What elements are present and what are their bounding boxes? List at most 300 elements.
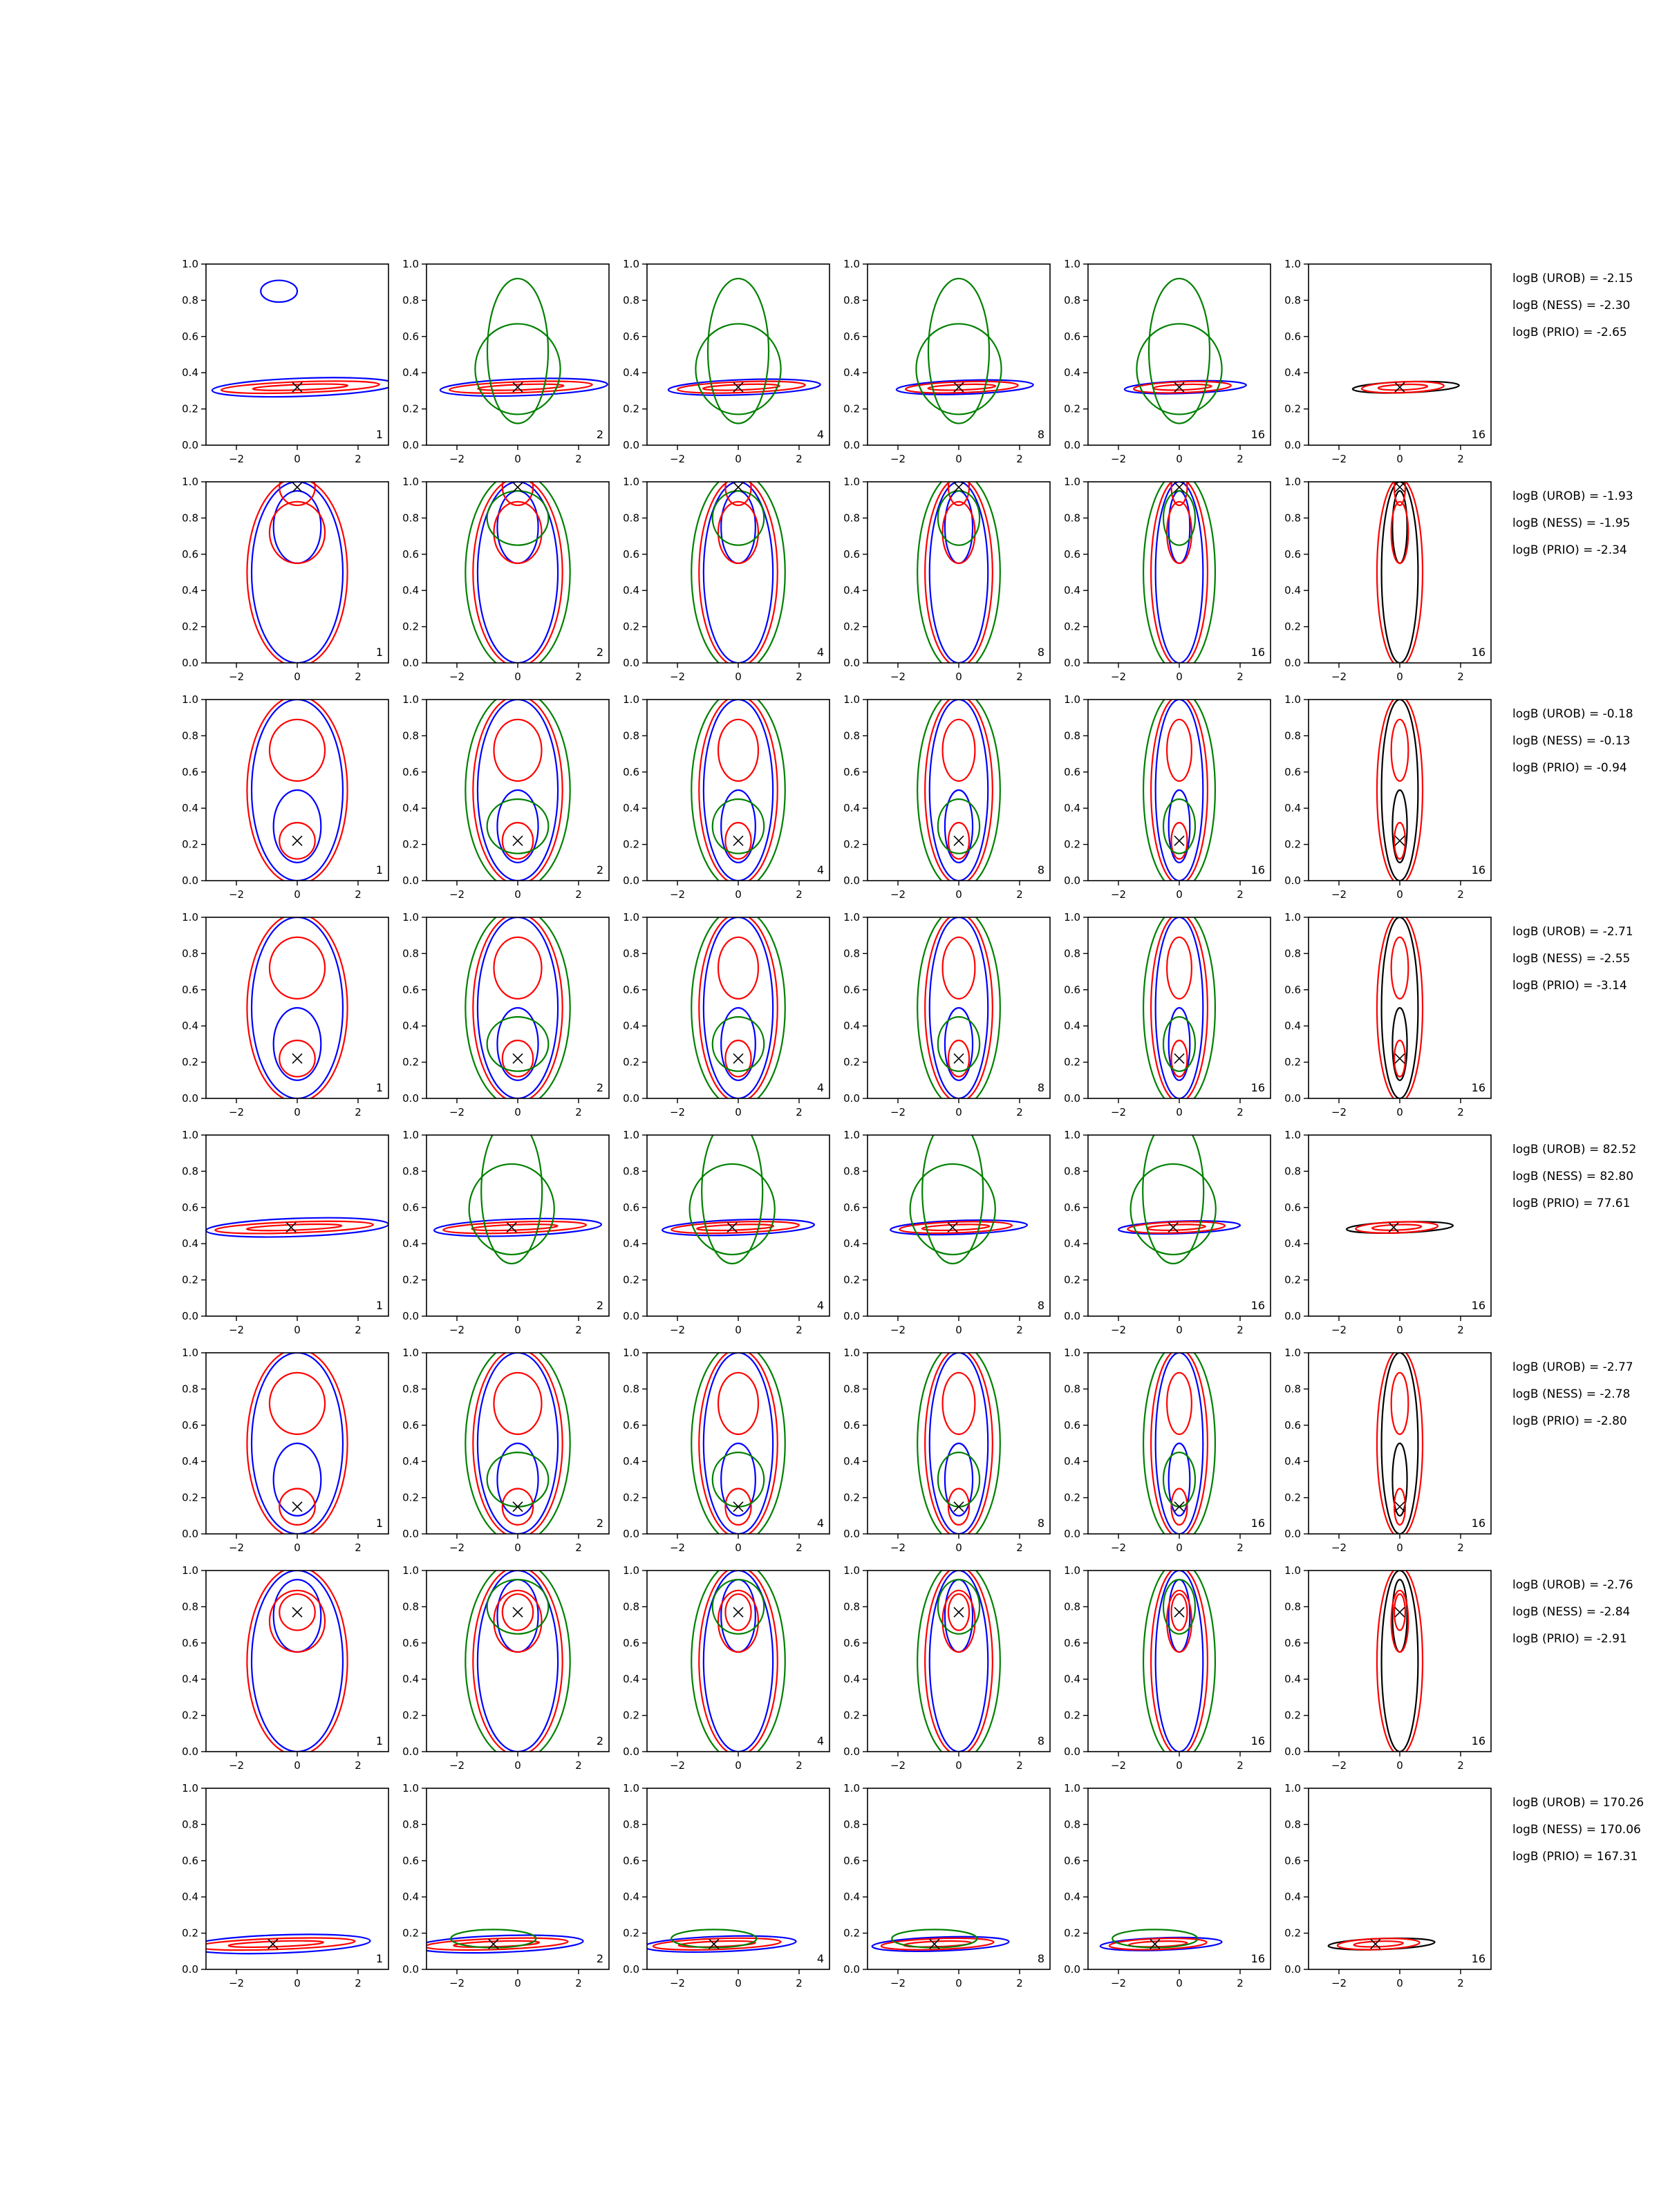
x-tick-label: 2 xyxy=(1457,1324,1464,1336)
x-tick-label: −2 xyxy=(449,888,465,901)
x-tick-label: 2 xyxy=(1016,1759,1023,1772)
y-tick-label: 0.6 xyxy=(623,1418,639,1432)
y-tick-label: 1.0 xyxy=(623,911,639,924)
x-tick-label: 2 xyxy=(1457,1977,1464,1989)
y-tick-label: 0.6 xyxy=(402,765,419,778)
y-tick-label: 0.0 xyxy=(1064,439,1080,451)
y-tick-label: 0.0 xyxy=(1284,657,1301,669)
y-tick-label: 1.0 xyxy=(843,476,860,488)
y-tick-label: 0.6 xyxy=(843,547,860,561)
x-tick-label: 0 xyxy=(735,888,742,901)
x-tick-label: 0 xyxy=(294,1106,301,1118)
x-tick-label: 2 xyxy=(1237,1106,1244,1118)
panel-corner-label: 16 xyxy=(1471,428,1485,441)
x-tick-label: −2 xyxy=(890,1759,906,1772)
x-tick-label: −2 xyxy=(669,1541,686,1554)
y-tick-label: 1.0 xyxy=(402,1782,419,1794)
panel-corner-label: 8 xyxy=(1037,1734,1044,1747)
x-tick-label: 2 xyxy=(1016,1324,1023,1336)
y-tick-label: 1.0 xyxy=(1284,911,1301,924)
x-tick-label: −2 xyxy=(669,1977,686,1989)
x-tick-label: 0 xyxy=(955,1977,962,1989)
y-tick-label: 1.0 xyxy=(1064,911,1080,924)
y-tick-label: 0.0 xyxy=(182,1963,198,1976)
y-tick-label: 0.0 xyxy=(402,1963,419,1976)
y-tick-label: 0.0 xyxy=(623,1963,639,1976)
x-tick-label: 0 xyxy=(955,1541,962,1554)
y-tick-label: 0.0 xyxy=(182,1528,198,1540)
y-tick-label: 0.2 xyxy=(402,620,419,633)
panel-corner-label: 8 xyxy=(1037,646,1044,659)
panel-corner-label: 16 xyxy=(1471,646,1485,659)
y-tick-label: 0.4 xyxy=(1284,1237,1301,1250)
y-tick-label: 0.2 xyxy=(843,1056,860,1069)
y-tick-label: 0.4 xyxy=(843,1891,860,1904)
y-tick-label: 1.0 xyxy=(623,1347,639,1359)
y-tick-label: 0.8 xyxy=(843,294,860,307)
y-tick-label: 0.6 xyxy=(843,1201,860,1214)
panel-corner-label: 2 xyxy=(596,1952,603,1965)
panel-corner-label: 4 xyxy=(816,1081,824,1094)
y-tick-label: 0.8 xyxy=(1284,1600,1301,1613)
x-tick-label: 0 xyxy=(294,1541,301,1554)
y-tick-label: 0.2 xyxy=(843,620,860,633)
y-tick-label: 0.4 xyxy=(623,802,639,815)
x-tick-label: 2 xyxy=(1237,1541,1244,1554)
y-tick-label: 0.4 xyxy=(623,1455,639,1468)
y-tick-label: 0.6 xyxy=(1284,1418,1301,1432)
logb-row-2 xyxy=(1512,489,1633,557)
y-tick-label: 0.4 xyxy=(1064,1020,1080,1033)
logb-prio-text: logB (PRIO) = 167.31 xyxy=(1512,1850,1638,1864)
y-tick-label: 1.0 xyxy=(402,258,419,270)
x-tick-label: −2 xyxy=(228,1541,245,1554)
y-tick-label: 0.0 xyxy=(182,1310,198,1322)
y-tick-label: 0.2 xyxy=(402,1927,419,1940)
panel-corner-label: 16 xyxy=(1250,1081,1265,1094)
x-tick-label: 0 xyxy=(294,1759,301,1772)
logb-urob-text: logB (UROB) = -1.93 xyxy=(1512,489,1633,503)
x-tick-label: −2 xyxy=(1331,453,1347,465)
x-tick-label: 2 xyxy=(1016,453,1023,465)
y-tick-label: 0.4 xyxy=(843,1455,860,1468)
y-tick-label: 0.6 xyxy=(843,330,860,343)
y-tick-label: 0.6 xyxy=(1064,1418,1080,1432)
panel-corner-label: 2 xyxy=(596,1299,603,1312)
panel-corner-label: 16 xyxy=(1250,1299,1265,1312)
x-tick-label: 0 xyxy=(514,671,521,683)
x-tick-label: 2 xyxy=(796,1106,803,1118)
x-tick-label: 0 xyxy=(1176,888,1183,901)
logb-row-8 xyxy=(1512,1796,1644,1864)
panel-corner-label: 16 xyxy=(1250,646,1265,659)
y-tick-label: 0.0 xyxy=(623,1092,639,1105)
y-tick-label: 0.6 xyxy=(623,765,639,778)
x-tick-label: 0 xyxy=(955,888,962,901)
x-tick-label: 2 xyxy=(796,1759,803,1772)
x-tick-label: 2 xyxy=(575,1977,582,1989)
x-tick-label: 0 xyxy=(514,1324,521,1336)
panel-corner-label: 16 xyxy=(1250,1734,1265,1747)
y-tick-label: 0.4 xyxy=(843,366,860,379)
panel-corner-label: 2 xyxy=(596,1734,603,1747)
y-tick-label: 0.6 xyxy=(1284,1201,1301,1214)
y-tick-label: 0.8 xyxy=(623,947,639,960)
logb-urob-text: logB (UROB) = -0.18 xyxy=(1512,707,1633,721)
panel-corner-label: 2 xyxy=(596,646,603,659)
y-tick-label: 1.0 xyxy=(1064,1564,1080,1577)
x-tick-label: 0 xyxy=(735,1106,742,1118)
y-tick-label: 0.2 xyxy=(1284,402,1301,415)
y-tick-label: 0.0 xyxy=(182,657,198,669)
y-tick-label: 0.4 xyxy=(1284,584,1301,597)
y-tick-label: 0.2 xyxy=(1284,1927,1301,1940)
y-tick-label: 0.6 xyxy=(1284,1636,1301,1649)
y-tick-label: 0.2 xyxy=(1064,1491,1080,1504)
y-tick-label: 1.0 xyxy=(1284,258,1301,270)
y-tick-label: 0.2 xyxy=(623,838,639,851)
panel-corner-label: 8 xyxy=(1037,1517,1044,1530)
panel-corner-label: 4 xyxy=(816,1952,824,1965)
y-tick-label: 0.8 xyxy=(1284,1382,1301,1396)
y-tick-label: 0.4 xyxy=(843,584,860,597)
y-tick-label: 0.8 xyxy=(623,1382,639,1396)
y-tick-label: 0.8 xyxy=(1064,512,1080,525)
y-tick-label: 0.6 xyxy=(402,547,419,561)
x-tick-label: 0 xyxy=(1396,453,1403,465)
logb-urob-text: logB (UROB) = -2.71 xyxy=(1512,925,1633,939)
x-tick-label: 0 xyxy=(735,1541,742,1554)
y-tick-label: 0.4 xyxy=(402,1237,419,1250)
y-tick-label: 0.2 xyxy=(182,402,198,415)
y-tick-label: 0.0 xyxy=(843,874,860,887)
y-tick-label: 0.0 xyxy=(843,1963,860,1976)
y-tick-label: 0.0 xyxy=(402,657,419,669)
x-tick-label: 0 xyxy=(514,1759,521,1772)
panel-corner-label: 2 xyxy=(596,428,603,441)
y-tick-label: 0.4 xyxy=(843,802,860,815)
x-tick-label: 0 xyxy=(955,453,962,465)
y-tick-label: 0.8 xyxy=(623,729,639,742)
panel-corner-label: 4 xyxy=(816,863,824,877)
y-tick-label: 1.0 xyxy=(402,693,419,706)
y-tick-label: 1.0 xyxy=(843,1564,860,1577)
y-tick-label: 0.8 xyxy=(1064,294,1080,307)
y-tick-label: 1.0 xyxy=(623,1564,639,1577)
y-tick-label: 0.4 xyxy=(1284,1891,1301,1904)
x-tick-label: −2 xyxy=(1331,671,1347,683)
x-tick-label: 2 xyxy=(355,888,362,901)
x-tick-label: −2 xyxy=(449,671,465,683)
y-tick-label: 0.6 xyxy=(623,330,639,343)
panel-corner-label: 16 xyxy=(1250,863,1265,877)
y-tick-label: 0.2 xyxy=(1284,1491,1301,1504)
y-tick-label: 0.6 xyxy=(182,983,198,996)
panel-corner-label: 8 xyxy=(1037,863,1044,877)
y-tick-label: 0.8 xyxy=(843,947,860,960)
y-tick-label: 0.8 xyxy=(1284,947,1301,960)
panel-corner-label: 4 xyxy=(816,646,824,659)
y-tick-label: 0.8 xyxy=(402,947,419,960)
x-tick-label: 0 xyxy=(1396,1324,1403,1336)
x-tick-label: 2 xyxy=(355,1977,362,1989)
logb-ness-text: logB (NESS) = 82.80 xyxy=(1512,1170,1634,1183)
y-tick-label: 0.6 xyxy=(623,547,639,561)
x-tick-label: −2 xyxy=(228,1324,245,1336)
y-tick-label: 0.8 xyxy=(843,729,860,742)
y-tick-label: 0.2 xyxy=(623,1927,639,1940)
y-tick-label: 1.0 xyxy=(402,1129,419,1141)
y-tick-label: 0.8 xyxy=(623,512,639,525)
x-tick-label: 0 xyxy=(1176,1977,1183,1989)
y-tick-label: 1.0 xyxy=(623,693,639,706)
x-tick-label: −2 xyxy=(228,1759,245,1772)
y-tick-label: 0.2 xyxy=(1284,1709,1301,1722)
x-tick-label: −2 xyxy=(890,1541,906,1554)
y-tick-label: 0.4 xyxy=(1284,1020,1301,1033)
panel-corner-label: 8 xyxy=(1037,1952,1044,1965)
y-tick-label: 0.2 xyxy=(182,620,198,633)
logb-row-7 xyxy=(1512,1578,1633,1646)
y-tick-label: 1.0 xyxy=(402,911,419,924)
y-tick-label: 0.0 xyxy=(1284,1745,1301,1758)
y-tick-label: 0.4 xyxy=(1064,1673,1080,1686)
y-tick-label: 0.0 xyxy=(1284,1963,1301,1976)
logb-ness-text: logB (NESS) = -2.84 xyxy=(1512,1605,1631,1619)
y-tick-label: 0.8 xyxy=(1064,729,1080,742)
panel-corner-label: 2 xyxy=(596,1081,603,1094)
y-tick-label: 0.6 xyxy=(1064,1854,1080,1867)
y-tick-label: 1.0 xyxy=(182,1129,198,1141)
panel-corner-label: 16 xyxy=(1471,1081,1485,1094)
x-tick-label: −2 xyxy=(669,1759,686,1772)
y-tick-label: 0.0 xyxy=(1284,1528,1301,1540)
y-tick-label: 0.8 xyxy=(843,1382,860,1396)
y-tick-label: 0.0 xyxy=(1064,1092,1080,1105)
y-tick-label: 1.0 xyxy=(182,1347,198,1359)
x-tick-label: −2 xyxy=(890,453,906,465)
y-tick-label: 0.6 xyxy=(182,1418,198,1432)
panel-corner-label: 1 xyxy=(375,1517,383,1530)
x-tick-label: 2 xyxy=(796,888,803,901)
y-tick-label: 0.2 xyxy=(843,1491,860,1504)
x-tick-label: −2 xyxy=(1331,1541,1347,1554)
x-tick-label: 2 xyxy=(1457,671,1464,683)
y-tick-label: 0.6 xyxy=(843,1418,860,1432)
y-tick-label: 0.2 xyxy=(1064,1927,1080,1940)
y-tick-label: 0.2 xyxy=(1064,1273,1080,1286)
y-tick-label: 0.2 xyxy=(843,402,860,415)
y-tick-label: 0.4 xyxy=(182,366,198,379)
x-tick-label: 0 xyxy=(514,888,521,901)
x-tick-label: −2 xyxy=(449,1977,465,1989)
y-tick-label: 0.0 xyxy=(843,657,860,669)
y-tick-label: 0.0 xyxy=(623,874,639,887)
x-tick-label: −2 xyxy=(1110,453,1127,465)
y-tick-label: 0.8 xyxy=(1284,1165,1301,1178)
y-tick-label: 1.0 xyxy=(843,1129,860,1141)
y-tick-label: 0.4 xyxy=(1284,1455,1301,1468)
y-tick-label: 0.8 xyxy=(402,294,419,307)
y-tick-label: 0.0 xyxy=(623,657,639,669)
y-tick-label: 1.0 xyxy=(402,1564,419,1577)
y-tick-label: 0.2 xyxy=(402,1273,419,1286)
logb-prio-text: logB (PRIO) = -2.91 xyxy=(1512,1632,1627,1646)
x-tick-label: 2 xyxy=(575,453,582,465)
y-tick-label: 0.4 xyxy=(843,1020,860,1033)
x-tick-label: 0 xyxy=(735,1759,742,1772)
panel-corner-label: 16 xyxy=(1250,1517,1265,1530)
logb-ness-text: logB (NESS) = 170.06 xyxy=(1512,1823,1641,1837)
x-tick-label: 0 xyxy=(1396,1541,1403,1554)
y-tick-label: 0.2 xyxy=(1284,838,1301,851)
y-tick-label: 0.6 xyxy=(402,330,419,343)
y-tick-label: 0.2 xyxy=(843,1927,860,1940)
y-tick-label: 1.0 xyxy=(1284,1347,1301,1359)
x-tick-label: −2 xyxy=(1331,1977,1347,1989)
y-tick-label: 1.0 xyxy=(843,1347,860,1359)
y-tick-label: 1.0 xyxy=(182,693,198,706)
y-tick-label: 0.4 xyxy=(402,366,419,379)
y-tick-label: 0.6 xyxy=(402,983,419,996)
y-tick-label: 0.6 xyxy=(1064,1201,1080,1214)
x-tick-label: 0 xyxy=(294,1977,301,1989)
y-tick-label: 0.8 xyxy=(1064,947,1080,960)
y-tick-label: 0.0 xyxy=(182,1092,198,1105)
x-tick-label: 0 xyxy=(294,888,301,901)
y-tick-label: 0.2 xyxy=(182,1927,198,1940)
x-tick-label: 2 xyxy=(1237,888,1244,901)
y-tick-label: 0.8 xyxy=(402,1382,419,1396)
y-tick-label: 0.8 xyxy=(1284,294,1301,307)
x-tick-label: 0 xyxy=(1176,453,1183,465)
x-tick-label: 2 xyxy=(575,1759,582,1772)
y-tick-label: 0.6 xyxy=(623,1201,639,1214)
x-tick-label: 2 xyxy=(575,1541,582,1554)
y-tick-label: 0.2 xyxy=(623,1709,639,1722)
x-tick-label: 0 xyxy=(1176,1541,1183,1554)
y-tick-label: 0.2 xyxy=(623,620,639,633)
y-tick-label: 0.0 xyxy=(623,1310,639,1322)
panel-corner-label: 4 xyxy=(816,1517,824,1530)
y-tick-label: 0.2 xyxy=(182,1709,198,1722)
x-tick-label: 2 xyxy=(796,1541,803,1554)
y-tick-label: 1.0 xyxy=(623,1782,639,1794)
y-tick-label: 0.2 xyxy=(623,1273,639,1286)
y-tick-label: 0.6 xyxy=(1064,1636,1080,1649)
y-tick-label: 0.8 xyxy=(182,729,198,742)
panel-corner-label: 16 xyxy=(1471,1952,1485,1965)
x-tick-label: −2 xyxy=(1110,888,1127,901)
y-tick-label: 0.8 xyxy=(1284,512,1301,525)
panel-corner-label: 16 xyxy=(1471,1517,1485,1530)
y-tick-label: 0.0 xyxy=(1284,874,1301,887)
y-tick-label: 1.0 xyxy=(1284,1782,1301,1794)
y-tick-label: 0.8 xyxy=(623,1818,639,1831)
y-tick-label: 0.2 xyxy=(843,1273,860,1286)
y-tick-label: 0.4 xyxy=(1284,366,1301,379)
x-tick-label: 0 xyxy=(955,1759,962,1772)
y-tick-label: 0.4 xyxy=(623,584,639,597)
x-tick-label: 2 xyxy=(1237,453,1244,465)
x-tick-label: 2 xyxy=(1237,1324,1244,1336)
logb-ness-text: logB (NESS) = -0.13 xyxy=(1512,734,1631,748)
x-tick-label: −2 xyxy=(228,453,245,465)
x-tick-label: 0 xyxy=(1176,1324,1183,1336)
y-tick-label: 0.8 xyxy=(843,1818,860,1831)
x-tick-label: 2 xyxy=(1457,453,1464,465)
panel-corner-label: 4 xyxy=(816,1734,824,1747)
y-tick-label: 1.0 xyxy=(182,476,198,488)
x-tick-label: 2 xyxy=(355,1541,362,1554)
x-tick-label: 0 xyxy=(1396,1106,1403,1118)
x-tick-label: −2 xyxy=(669,671,686,683)
y-tick-label: 0.8 xyxy=(402,1600,419,1613)
y-tick-label: 0.4 xyxy=(1284,1673,1301,1686)
x-tick-label: −2 xyxy=(449,1324,465,1336)
y-tick-label: 0.6 xyxy=(1064,330,1080,343)
y-tick-label: 0.0 xyxy=(623,1528,639,1540)
y-tick-label: 0.8 xyxy=(843,1165,860,1178)
x-tick-label: 0 xyxy=(735,1977,742,1989)
y-tick-label: 0.2 xyxy=(1284,620,1301,633)
y-tick-label: 0.6 xyxy=(182,765,198,778)
panel-corner-label: 2 xyxy=(596,863,603,877)
panel-corner-label: 1 xyxy=(375,1734,383,1747)
y-tick-label: 0.0 xyxy=(1064,1528,1080,1540)
x-tick-label: 0 xyxy=(955,671,962,683)
y-tick-label: 0.8 xyxy=(1064,1600,1080,1613)
x-tick-label: 0 xyxy=(735,453,742,465)
x-tick-label: −2 xyxy=(449,1106,465,1118)
y-tick-label: 0.6 xyxy=(182,1854,198,1867)
y-tick-label: 0.8 xyxy=(1064,1818,1080,1831)
y-tick-label: 1.0 xyxy=(1284,1129,1301,1141)
y-tick-label: 0.6 xyxy=(402,1636,419,1649)
y-tick-label: 0.2 xyxy=(402,1709,419,1722)
x-tick-label: −2 xyxy=(1331,1324,1347,1336)
y-tick-label: 0.6 xyxy=(402,1418,419,1432)
x-tick-label: 0 xyxy=(955,1324,962,1336)
y-tick-label: 0.6 xyxy=(182,547,198,561)
y-tick-label: 0.0 xyxy=(1064,1310,1080,1322)
logb-row-4 xyxy=(1512,925,1633,993)
y-tick-label: 0.8 xyxy=(182,1165,198,1178)
logb-prio-text: logB (PRIO) = -2.34 xyxy=(1512,543,1627,557)
x-tick-label: −2 xyxy=(669,453,686,465)
x-tick-label: 0 xyxy=(1396,671,1403,683)
y-tick-label: 0.4 xyxy=(1064,1455,1080,1468)
logb-prio-text: logB (PRIO) = -0.94 xyxy=(1512,761,1627,775)
y-tick-label: 0.2 xyxy=(1284,1273,1301,1286)
x-tick-label: −2 xyxy=(890,1324,906,1336)
x-tick-label: 0 xyxy=(1176,671,1183,683)
y-tick-label: 0.2 xyxy=(843,1709,860,1722)
x-tick-label: 0 xyxy=(735,1324,742,1336)
y-tick-label: 0.0 xyxy=(843,1310,860,1322)
y-tick-label: 0.4 xyxy=(623,1891,639,1904)
y-tick-label: 1.0 xyxy=(843,911,860,924)
x-tick-label: −2 xyxy=(890,1106,906,1118)
y-tick-label: 0.0 xyxy=(1064,874,1080,887)
x-tick-label: 0 xyxy=(514,1541,521,1554)
x-tick-label: 0 xyxy=(514,1106,521,1118)
y-tick-label: 0.2 xyxy=(623,402,639,415)
y-tick-label: 0.0 xyxy=(1284,439,1301,451)
panel-corner-label: 8 xyxy=(1037,428,1044,441)
panel-corner-label: 1 xyxy=(375,1299,383,1312)
logb-row-6 xyxy=(1512,1360,1633,1428)
